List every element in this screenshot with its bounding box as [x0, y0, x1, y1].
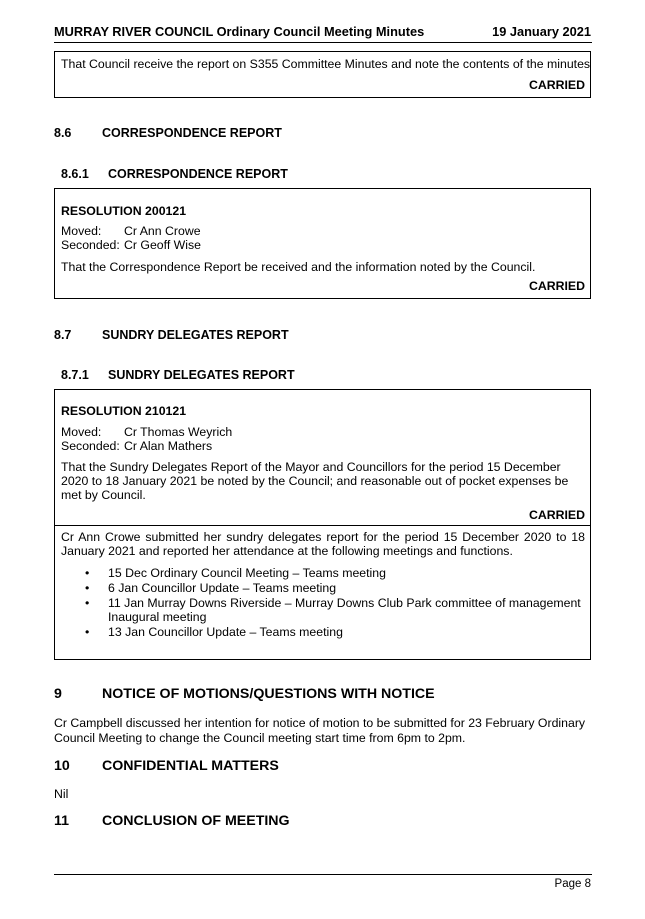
section-8-7-number: 8.7 — [54, 328, 72, 342]
sundry-note-line: Cr Ann Crowe submitted her sundry delegates report for the period 15 December 2020 to 18 — [61, 530, 585, 544]
section-11-number: 11 — [54, 813, 69, 829]
moved-label: Moved: — [61, 224, 102, 238]
s355-carried: CARRIED — [528, 78, 585, 92]
section-8-6-1-title: CORRESPONDENCE REPORT — [108, 167, 288, 181]
section-10-title: CONFIDENTIAL MATTERS — [102, 758, 279, 774]
resolution-200121-carried: CARRIED — [528, 279, 585, 293]
resolution-210121-number: RESOLUTION 210121 — [61, 404, 187, 418]
section-9-text-line: Cr Campbell discussed her intention for notice of motion to be submitted for 23 February Ordinary — [54, 716, 586, 730]
resolution-210121-box — [54, 389, 591, 660]
section-11-title: CONCLUSION OF MEETING — [102, 813, 290, 829]
page-number: Page 8 — [554, 878, 591, 890]
section-8-6-1-number: 8.6.1 — [61, 167, 89, 181]
box-divider — [55, 525, 590, 526]
list-item: • 13 Jan Councillor Update – Teams meeting — [61, 625, 581, 640]
footer-rule — [54, 874, 592, 875]
moved-label: Moved: — [61, 425, 102, 439]
list-item-text: 11 Jan Murray Downs Riverside – Murray Downs Club Park committee of management — [108, 595, 581, 610]
resolution-200121-box — [54, 188, 591, 299]
list-item — [61, 596, 581, 626]
section-9-text-line: Council Meeting to change the Council meeting start time from 6pm to 2pm. — [54, 731, 466, 745]
section-8-6-number: 8.6 — [54, 126, 72, 140]
resolution-210121-text-line: 2020 to 18 January 2021 be noted by the Council; and reasonable out of pocket expenses be — [61, 474, 569, 488]
seconded-label: Seconded: — [61, 439, 120, 453]
header-date: 19 January 2021 — [492, 24, 591, 39]
section-8-6-title: CORRESPONDENCE REPORT — [102, 126, 282, 140]
resolution-210121-text-line: met by Council. — [61, 488, 146, 502]
section-8-7-1-number: 8.7.1 — [61, 368, 89, 382]
list-item-text-continued: Inaugural meeting — [108, 610, 207, 625]
moved-name: Cr Thomas Weyrich — [124, 425, 233, 439]
s355-resolution-box — [54, 51, 591, 98]
section-8-7-1-title: SUNDRY DELEGATES REPORT — [108, 368, 295, 382]
section-8-7-title: SUNDRY DELEGATES REPORT — [102, 328, 289, 342]
resolution-200121-number: RESOLUTION 200121 — [61, 204, 187, 218]
section-9-title: NOTICE OF MOTIONS/QUESTIONS WITH NOTICE — [102, 686, 435, 702]
list-item: • 15 Dec Ordinary Council Meeting – Teams meeting — [61, 566, 581, 581]
resolution-200121-text: That the Correspondence Report be received and the information noted by the Council. — [61, 260, 536, 274]
section-10-text: Nil — [54, 787, 69, 801]
section-9-number: 9 — [54, 686, 62, 702]
seconded-name: Cr Alan Mathers — [124, 439, 213, 453]
list-item: • 6 Jan Councillor Update – Teams meeting — [61, 581, 581, 596]
header-title: MURRAY RIVER COUNCIL Ordinary Council Meeting Minutes — [54, 24, 425, 39]
meeting-list — [61, 566, 581, 640]
resolution-210121-text-line: That the Sundry Delegates Report of the Mayor and Councillors for the period 15 December — [61, 460, 561, 474]
resolution-210121-carried: CARRIED — [528, 508, 585, 522]
seconded-label: Seconded: — [61, 238, 120, 252]
moved-name: Cr Ann Crowe — [124, 224, 201, 238]
s355-resolution-text: That Council receive the report on S355 Committee Minutes and note the contents of the minutes — [61, 57, 591, 71]
seconded-name: Cr Geoff Wise — [124, 238, 201, 252]
sundry-note-line: January 2021 and reported her attendance at the following meetings and functions. — [61, 544, 513, 558]
header-rule — [54, 42, 592, 43]
section-10-number: 10 — [54, 758, 70, 774]
